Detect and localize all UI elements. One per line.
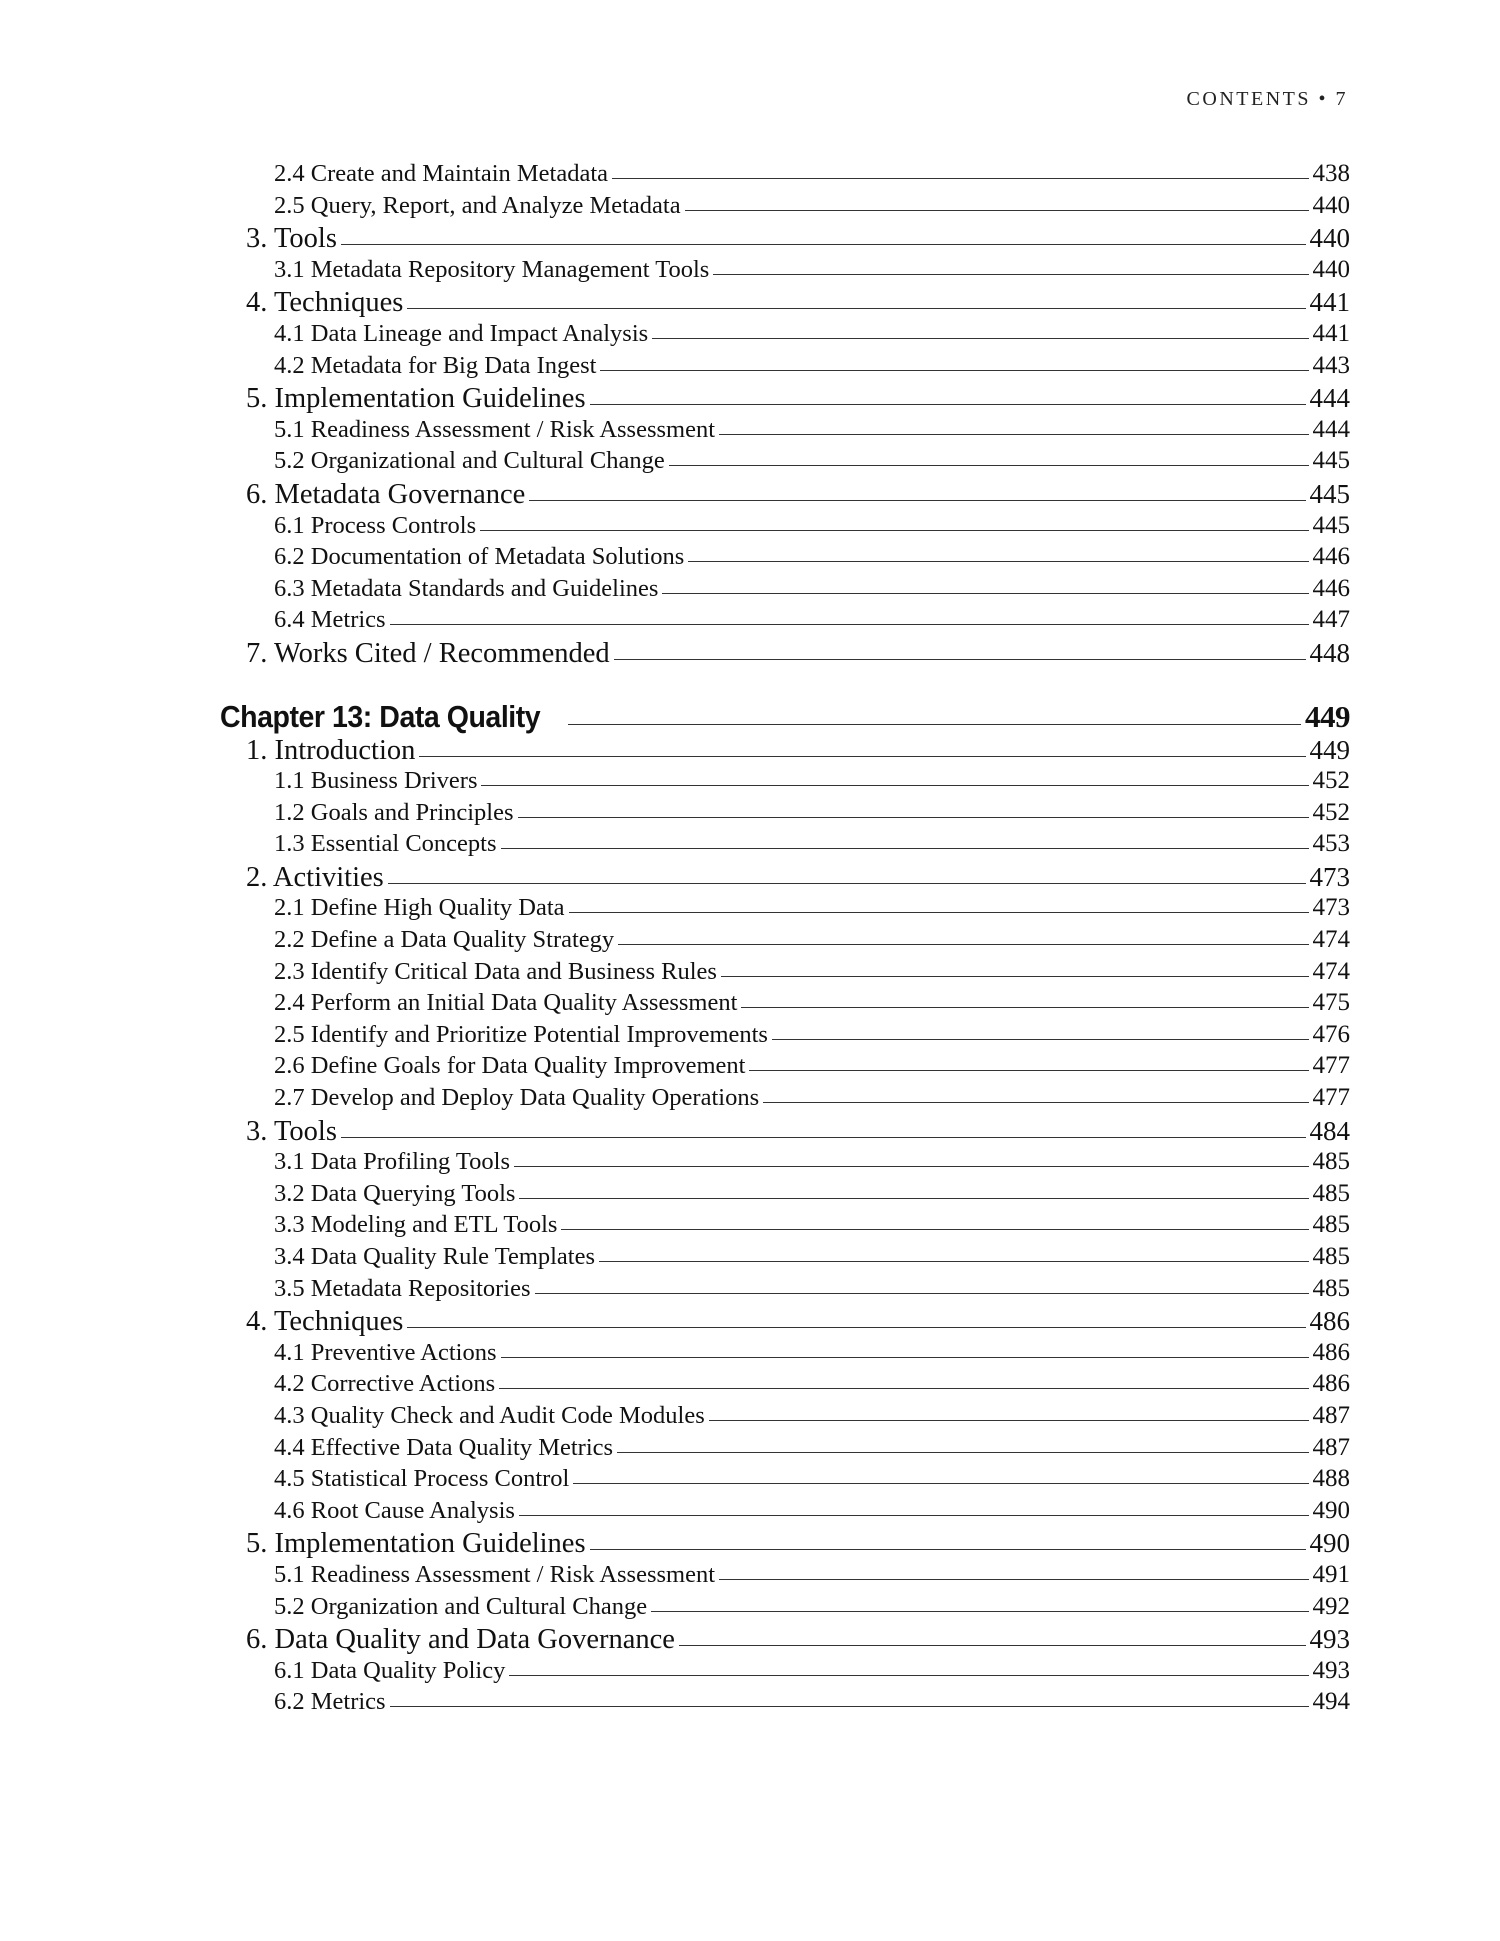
toc-entry-title: Chapter 13: Data Quality xyxy=(220,698,541,734)
toc-page-number: 494 xyxy=(1312,1688,1350,1716)
toc-entry-title: 4.2 Corrective Actions xyxy=(274,1370,496,1398)
toc-entry-title: 2.2 Define a Data Quality Strategy xyxy=(274,926,615,954)
toc-subsection-entry[interactable] xyxy=(220,767,1350,799)
toc-page-number: 452 xyxy=(1312,767,1350,795)
toc-leader-line xyxy=(501,848,1309,849)
toc-page-number: 452 xyxy=(1312,798,1350,826)
toc-entry-title: 2.4 Perform an Initial Data Quality Assessment xyxy=(274,989,738,1017)
toc-subsection-entry[interactable] xyxy=(220,1593,1350,1625)
toc-entry-title: 2.5 Query, Report, and Analyze Metadata xyxy=(274,191,681,219)
toc-leader-line xyxy=(561,1229,1308,1230)
toc-entry-title: 1. Introduction xyxy=(246,734,416,766)
toc-section-entry[interactable] xyxy=(220,1624,1350,1657)
toc-entry-title: 1.3 Essential Concepts xyxy=(274,830,497,858)
toc-page-number: 485 xyxy=(1312,1211,1350,1239)
toc-section-entry[interactable] xyxy=(220,1306,1350,1339)
toc-entry-title: 6.2 Documentation of Metadata Solutions xyxy=(274,543,685,571)
toc-subsection-entry[interactable] xyxy=(220,192,1350,224)
toc-section-entry[interactable] xyxy=(220,479,1350,512)
toc-entry-title: 6.1 Data Quality Policy xyxy=(274,1656,506,1684)
toc-subsection-entry[interactable] xyxy=(220,1497,1350,1529)
toc-page-number: 490 xyxy=(1309,1528,1350,1559)
toc-page-number: 474 xyxy=(1312,957,1350,985)
toc-page-number: 444 xyxy=(1312,415,1350,443)
toc-leader-line xyxy=(669,465,1309,466)
toc-subsection-entry[interactable] xyxy=(220,1021,1350,1053)
toc-entry-title: 5.1 Readiness Assessment / Risk Assessment xyxy=(274,1560,716,1588)
toc-leader-line xyxy=(612,178,1308,179)
toc-page-number: 484 xyxy=(1309,1115,1350,1146)
toc-subsection-entry[interactable] xyxy=(220,1657,1350,1689)
toc-leader-line xyxy=(509,1675,1308,1676)
toc-leader-line xyxy=(535,1293,1309,1294)
toc-leader-line xyxy=(688,561,1308,562)
toc-leader-line xyxy=(651,1611,1308,1612)
toc-page-number: 485 xyxy=(1312,1243,1350,1270)
toc-section-entry[interactable] xyxy=(220,383,1350,416)
toc-leader-line xyxy=(480,530,1308,531)
toc-leader-line xyxy=(388,883,1306,884)
toc-page-number: 493 xyxy=(1312,1656,1350,1684)
toc-entry-title: 3.1 Data Profiling Tools xyxy=(274,1148,511,1176)
toc-entry-title: 4.6 Root Cause Analysis xyxy=(274,1496,515,1524)
toc-leader-line xyxy=(719,1579,1308,1580)
toc-page-number: 475 xyxy=(1312,989,1350,1017)
toc-leader-line xyxy=(599,1261,1308,1262)
toc-leader-line xyxy=(749,1070,1308,1071)
toc-page-number: 445 xyxy=(1309,478,1350,509)
toc-entry-title: 5.1 Readiness Assessment / Risk Assessment xyxy=(274,415,716,443)
toc-page-number: 488 xyxy=(1312,1465,1350,1493)
toc-leader-line xyxy=(481,785,1308,786)
toc-page-number: 487 xyxy=(1312,1401,1350,1429)
toc-section-entry[interactable] xyxy=(220,638,1350,671)
toc-page-number: 440 xyxy=(1309,223,1350,254)
toc-subsection-entry[interactable] xyxy=(220,830,1350,862)
toc-section-entry[interactable] xyxy=(220,735,1350,768)
toc-entry-title: 4.2 Metadata for Big Data Ingest xyxy=(274,351,597,379)
toc-leader-line xyxy=(569,912,1309,913)
running-head xyxy=(1187,88,1348,111)
toc-entry-title: 3.1 Metadata Repository Management Tools xyxy=(274,255,710,283)
toc-entry-title: 2.6 Define Goals for Data Quality Improvement xyxy=(274,1052,746,1080)
toc-entry-title: 4.5 Statistical Process Control xyxy=(274,1465,570,1493)
toc-leader-line xyxy=(407,1327,1305,1328)
toc-page-number: 441 xyxy=(1309,287,1350,318)
toc-entry-title: 3.2 Data Querying Tools xyxy=(274,1179,516,1207)
toc-leader-line xyxy=(501,1357,1309,1358)
toc-page-number: 445 xyxy=(1312,447,1350,475)
toc-page-number: 487 xyxy=(1312,1433,1350,1461)
toc-chapter-entry[interactable] xyxy=(220,699,1350,735)
toc-entry-title: 5.2 Organization and Cultural Change xyxy=(274,1592,648,1620)
toc-entry-title: 4.4 Effective Data Quality Metrics xyxy=(274,1433,614,1461)
toc-leader-line xyxy=(772,1039,1309,1040)
toc-entry-title: 2.4 Create and Maintain Metadata xyxy=(274,160,609,187)
toc-subsection-entry[interactable] xyxy=(220,320,1350,352)
toc-leader-line xyxy=(763,1102,1308,1103)
toc-subsection-entry[interactable] xyxy=(220,958,1350,990)
toc-page-number: 447 xyxy=(1312,606,1350,634)
running-head-section: CONTENTS xyxy=(1186,88,1311,110)
toc-entry-title: 4.1 Preventive Actions xyxy=(274,1338,497,1366)
toc-leader-line xyxy=(741,1007,1308,1008)
toc-entry-title: 1.1 Business Drivers xyxy=(274,767,478,795)
toc-page-number: 477 xyxy=(1312,1084,1350,1112)
toc-subsection-entry[interactable] xyxy=(220,894,1350,926)
toc-entry-title: 3. Tools xyxy=(246,1115,337,1147)
toc-subsection-entry[interactable] xyxy=(220,1211,1350,1243)
toc-page-number: 446 xyxy=(1312,543,1350,571)
toc-page-number: 490 xyxy=(1312,1496,1350,1524)
toc-entry-title: 6. Metadata Governance xyxy=(246,478,526,510)
toc-subsection-entry[interactable] xyxy=(220,989,1350,1021)
toc-subsection-entry[interactable] xyxy=(220,1052,1350,1084)
toc-page-number: 444 xyxy=(1309,383,1350,414)
toc-page-number: 473 xyxy=(1309,861,1350,892)
toc-subsection-entry[interactable] xyxy=(220,1180,1350,1212)
toc-entry-title: 7. Works Cited / Recommended xyxy=(246,637,610,669)
toc-entry-title: 2.1 Define High Quality Data xyxy=(274,894,565,922)
toc-entry-title: 1.2 Goals and Principles xyxy=(274,798,514,826)
toc-entry-title: 3.3 Modeling and ETL Tools xyxy=(274,1211,558,1239)
toc-leader-line xyxy=(390,624,1309,625)
toc-entry-title: 2.5 Identify and Prioritize Potential Improvements xyxy=(274,1020,768,1048)
toc-leader-line xyxy=(590,404,1306,405)
toc-page-number: 441 xyxy=(1312,319,1350,347)
toc-subsection-entry[interactable] xyxy=(220,1370,1350,1402)
toc-leader-line xyxy=(590,1549,1306,1550)
toc-page-number: 446 xyxy=(1312,574,1350,602)
toc-page-number: 453 xyxy=(1312,830,1350,858)
toc-page-number: 449 xyxy=(1309,734,1350,765)
toc-subsection-entry[interactable] xyxy=(220,1339,1350,1371)
toc-entry-title: 2.7 Develop and Deploy Data Quality Operations xyxy=(274,1084,760,1112)
toc-leader-line xyxy=(519,1198,1308,1199)
toc-page-number: 440 xyxy=(1312,255,1350,283)
toc-entry-title: 3.5 Metadata Repositories xyxy=(274,1274,531,1302)
toc-section-entry[interactable] xyxy=(220,223,1350,256)
toc-subsection-entry[interactable] xyxy=(220,1561,1350,1593)
bullet-separator: • xyxy=(1318,88,1328,110)
table-of-contents xyxy=(220,160,1350,1720)
toc-page-number: 486 xyxy=(1309,1306,1350,1337)
toc-leader-line xyxy=(341,244,1306,245)
toc-leader-line xyxy=(617,1452,1308,1453)
toc-leader-line xyxy=(713,274,1308,275)
toc-leader-line xyxy=(390,1706,1309,1707)
toc-entry-title: 3.4 Data Quality Rule Templates xyxy=(274,1243,596,1270)
toc-section-entry[interactable] xyxy=(220,1528,1350,1561)
toc-entry-title: 5. Implementation Guidelines xyxy=(246,1528,586,1560)
toc-page-number: 485 xyxy=(1312,1148,1350,1176)
toc-leader-line xyxy=(419,756,1305,757)
toc-subsection-entry[interactable] xyxy=(220,606,1350,638)
toc-leader-line xyxy=(721,976,1309,977)
toc-entry-title: 6.1 Process Controls xyxy=(274,511,477,539)
toc-leader-line xyxy=(529,500,1305,501)
toc-leader-line xyxy=(662,593,1308,594)
toc-entry-title: 6.2 Metrics xyxy=(274,1688,386,1716)
toc-leader-line xyxy=(709,1420,1309,1421)
toc-subsection-entry[interactable] xyxy=(220,1402,1350,1434)
toc-page-number: 473 xyxy=(1312,894,1350,922)
toc-page-number: 493 xyxy=(1309,1624,1350,1655)
toc-leader-line xyxy=(518,817,1309,818)
toc-leader-line xyxy=(499,1388,1308,1389)
toc-page-number: 485 xyxy=(1312,1179,1350,1207)
toc-subsection-entry[interactable] xyxy=(220,1465,1350,1497)
toc-subsection-entry[interactable] xyxy=(220,1148,1350,1180)
toc-subsection-entry[interactable] xyxy=(220,1688,1350,1720)
toc-entry-title: 6. Data Quality and Data Governance xyxy=(246,1624,675,1656)
toc-entry-title: 3. Tools xyxy=(246,223,337,255)
toc-entry-title: 5. Implementation Guidelines xyxy=(246,383,586,415)
toc-leader-line xyxy=(652,338,1308,339)
toc-entry-title: 4.1 Data Lineage and Impact Analysis xyxy=(274,319,649,347)
toc-subsection-entry[interactable] xyxy=(220,799,1350,831)
toc-leader-line xyxy=(568,724,1301,725)
toc-page-number: 485 xyxy=(1312,1274,1350,1302)
toc-subsection-entry[interactable] xyxy=(220,1434,1350,1466)
toc-subsection-entry[interactable] xyxy=(220,575,1350,607)
toc-page-number: 486 xyxy=(1312,1338,1350,1366)
toc-leader-line xyxy=(407,308,1305,309)
toc-subsection-entry[interactable] xyxy=(220,926,1350,958)
toc-leader-line xyxy=(519,1515,1309,1516)
toc-subsection-entry[interactable] xyxy=(220,256,1350,288)
toc-page-number: 492 xyxy=(1312,1592,1350,1620)
toc-entry-title: 5.2 Organizational and Cultural Change xyxy=(274,447,665,475)
toc-subsection-entry[interactable] xyxy=(220,352,1350,384)
toc-page-number: 486 xyxy=(1312,1370,1350,1398)
toc-subsection-entry[interactable] xyxy=(220,543,1350,575)
toc-entry-title: 6.4 Metrics xyxy=(274,606,386,634)
toc-page-number: 445 xyxy=(1312,511,1350,539)
toc-leader-line xyxy=(514,1166,1308,1167)
toc-leader-line xyxy=(341,1137,1306,1138)
toc-page-number: 476 xyxy=(1312,1020,1350,1048)
toc-leader-line xyxy=(614,659,1306,660)
toc-entry-title: 4. Techniques xyxy=(246,1306,404,1338)
toc-section-entry[interactable] xyxy=(220,287,1350,320)
toc-subsection-entry[interactable] xyxy=(220,447,1350,479)
toc-page-number: 477 xyxy=(1312,1052,1350,1080)
toc-leader-line xyxy=(618,944,1308,945)
toc-entry-title: 4. Techniques xyxy=(246,287,404,319)
page-number: 7 xyxy=(1335,88,1348,110)
toc-section-entry[interactable] xyxy=(220,1116,1350,1149)
toc-subsection-entry[interactable] xyxy=(220,160,1350,192)
toc-page-number: 438 xyxy=(1312,160,1350,187)
toc-entry-title: 6.3 Metadata Standards and Guidelines xyxy=(274,574,659,602)
toc-leader-line xyxy=(719,434,1308,435)
toc-entry-title: 4.3 Quality Check and Audit Code Modules xyxy=(274,1401,705,1429)
toc-subsection-entry[interactable] xyxy=(220,1084,1350,1116)
toc-leader-line xyxy=(685,210,1309,211)
toc-section-entry[interactable] xyxy=(220,862,1350,895)
toc-page-number: 474 xyxy=(1312,926,1350,954)
toc-page-number: 448 xyxy=(1309,637,1350,668)
toc-page-number: 491 xyxy=(1312,1560,1350,1588)
toc-leader-line xyxy=(600,370,1308,371)
toc-leader-line xyxy=(573,1483,1308,1484)
toc-subsection-entry[interactable] xyxy=(220,1275,1350,1307)
toc-page-number: 440 xyxy=(1312,191,1350,219)
toc-page-number: 449 xyxy=(1305,698,1350,734)
toc-subsection-entry[interactable] xyxy=(220,1243,1350,1275)
toc-entry-title: 2. Activities xyxy=(246,861,384,893)
toc-entry-title: 2.3 Identify Critical Data and Business Rules xyxy=(274,957,717,985)
toc-subsection-entry[interactable] xyxy=(220,512,1350,544)
toc-page-number: 443 xyxy=(1312,351,1350,379)
toc-leader-line xyxy=(679,1645,1306,1646)
toc-subsection-entry[interactable] xyxy=(220,416,1350,448)
